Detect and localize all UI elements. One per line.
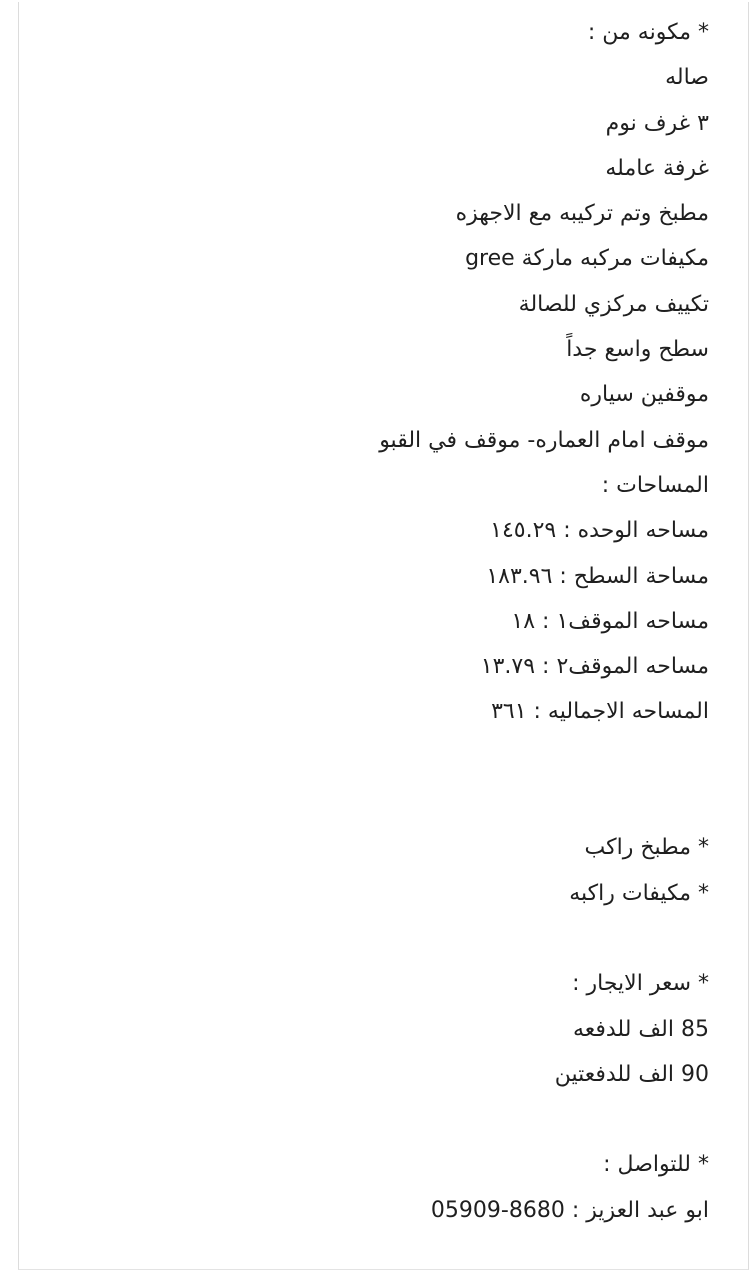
blank-line xyxy=(39,735,709,780)
area-item: مساحه الموقف٢ : ١٣.٧٩ xyxy=(480,654,709,680)
post-card xyxy=(18,2,749,1270)
room-item: سطح واسع جداً xyxy=(566,337,709,363)
room-item: مطبخ وتم تركيبه مع الاجهزه xyxy=(455,201,709,227)
blank-line xyxy=(39,780,709,825)
room-item: موقفين سياره xyxy=(579,382,709,408)
area-item: المساحه الاجماليه : ٣٦١ xyxy=(491,699,709,725)
feature-item: * مكيفات راكبه xyxy=(569,880,709,906)
room-item: مكيفات مركبه ماركة gree xyxy=(465,246,709,272)
blank-line xyxy=(39,1097,709,1142)
feature-item: * مطبخ راكب xyxy=(584,835,709,861)
room-item: تكييف مركزي للصالة xyxy=(518,291,709,317)
areas-heading: المساحات : xyxy=(601,472,709,498)
room-item: صاله xyxy=(665,65,709,91)
composition-heading: * مكونه من : xyxy=(587,20,709,45)
listing-description xyxy=(39,10,709,1233)
rent-option: 90 الف للدفعتين xyxy=(554,1061,709,1087)
area-item: مساحة السطح : ١٨٣.٩٦ xyxy=(486,563,709,589)
area-item: مساحه الوحده : ١٤٥.٢٩ xyxy=(490,518,709,544)
rent-heading: * سعر الايجار : xyxy=(572,971,709,997)
rent-option: 85 الف للدفعه xyxy=(572,1016,709,1042)
room-item: غرفة عامله xyxy=(605,155,709,181)
blank-line xyxy=(39,916,709,961)
room-item: موقف امام العماره- موقف في القبو xyxy=(379,427,709,453)
room-item: ٣ غرف نوم xyxy=(605,110,709,136)
area-item: مساحه الموقف١ : ١٨ xyxy=(511,608,709,634)
contact-heading: * للتواصل : xyxy=(603,1152,709,1178)
contact-line: ابو عبد العزيز : 8680-05909 xyxy=(430,1197,709,1223)
